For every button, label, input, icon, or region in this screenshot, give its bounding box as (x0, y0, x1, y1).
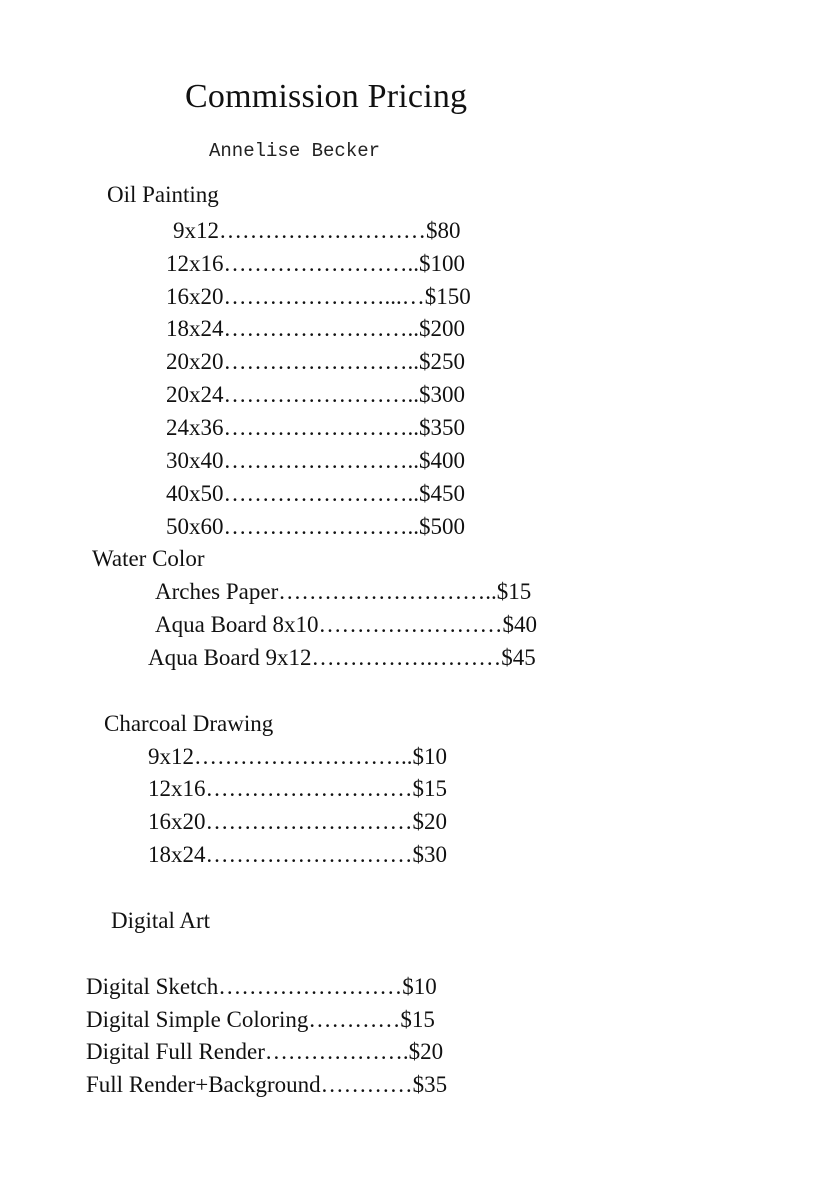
price-item: 50x60……………………..$500 (166, 514, 465, 539)
price-item: 20x24……………………..$300 (166, 382, 465, 407)
price-item: 16x20…………………...…$150 (166, 284, 471, 309)
price-item: Full Render+Background…………$35 (86, 1072, 448, 1097)
price-item: 16x20………………………$20 (148, 809, 447, 834)
page-title: Commission Pricing (185, 78, 468, 115)
price-item: Digital Full Render……………….$20 (86, 1039, 444, 1064)
author-name: Annelise Becker (209, 140, 381, 162)
section-heading-oil-painting: Oil Painting (107, 182, 219, 207)
price-item: Arches Paper………………………..$15 (155, 579, 532, 604)
price-item: 24x36……………………..$350 (166, 415, 465, 440)
price-item: 18x24……………………..$200 (166, 316, 465, 341)
price-item: 20x20……………………..$250 (166, 349, 465, 374)
price-item: Digital Sketch……………………$10 (86, 974, 437, 999)
price-item: Aqua Board 9x12…………….………$45 (148, 645, 536, 670)
price-item: 9x12………………………$80 (173, 218, 461, 243)
price-item: 30x40……………………..$400 (166, 448, 465, 473)
price-item: 12x16……………………..$100 (166, 251, 465, 276)
section-heading-charcoal-drawing: Charcoal Drawing (104, 711, 274, 736)
price-item: 40x50……………………..$450 (166, 481, 465, 506)
price-item: 9x12………………………..$10 (148, 744, 447, 769)
price-item: 18x24………………………$30 (148, 842, 447, 867)
section-heading-water-color: Water Color (92, 546, 205, 571)
price-item: 12x16………………………$15 (148, 776, 447, 801)
price-item: Aqua Board 8x10……………………$40 (155, 612, 538, 637)
price-item: Digital Simple Coloring…………$15 (86, 1007, 435, 1032)
section-heading-digital-art: Digital Art (111, 908, 211, 933)
